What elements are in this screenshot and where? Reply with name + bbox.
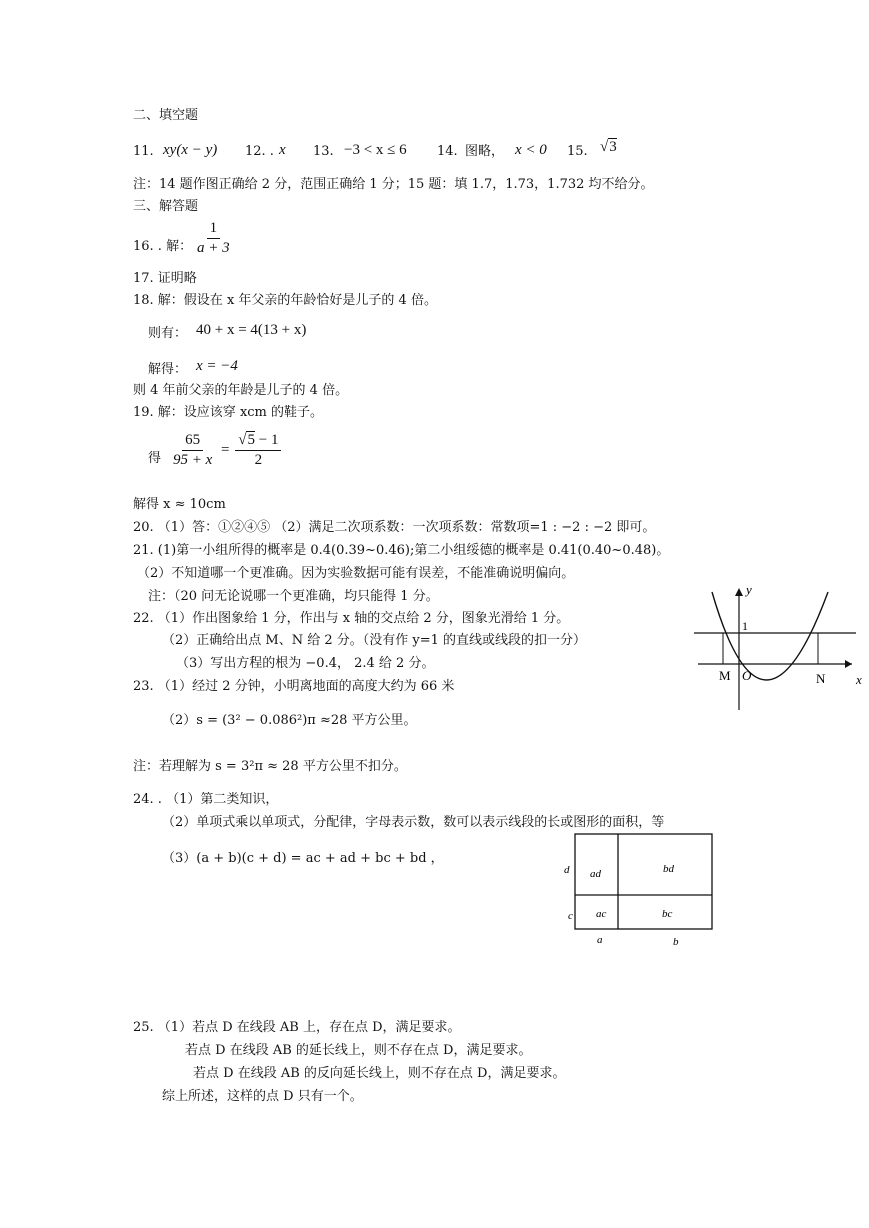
q11-answer: xy(x − y) — [163, 142, 218, 158]
parabola-curve — [712, 592, 828, 680]
one-label: 1 — [742, 619, 748, 633]
q15-label: 15. — [567, 144, 588, 159]
q13-label: 13. — [313, 144, 334, 159]
q25-line4: 综上所述，这样的点 D 只有一个。 — [162, 1089, 363, 1104]
q18-result: x = −4 — [196, 358, 238, 374]
q16-denominator: a + 3 — [197, 240, 230, 256]
q14-answer: x < 0 — [515, 142, 547, 158]
cell-bd: bd — [663, 863, 674, 875]
q19-line1: 19. 解：设应该穿 xcm 的鞋子。 — [133, 405, 324, 420]
q23-line2: （2）s = (3² − 0.086²)π ≈28 平方公里。 — [162, 713, 417, 728]
q21-line2: （2）不知道哪一个更准确。因为实验数据可能有误差，不能准确说明偏向。 — [137, 566, 575, 581]
q25-line3: 若点 D 在线段 AB 的反向延长线上，则不存在点 D，满足要求。 — [193, 1066, 566, 1081]
q21-note: 注：（20 问无论说哪一个更准确，均只能得 1 分。 — [148, 589, 439, 604]
x-axis-label: x — [856, 672, 862, 687]
q18-solve: 解得： — [148, 362, 188, 377]
q19-de: 得 — [148, 451, 162, 466]
point-m-label: M — [719, 668, 731, 683]
q16-numerator: 1 — [207, 221, 221, 239]
q15-answer: √3 — [600, 139, 617, 155]
q19-equation: $\frac{65}{95 + x}$ = $\frac{√5 - 1}{2}$ — [168, 433, 283, 468]
q11-label: 11. — [133, 144, 154, 159]
cell-ad: ad — [590, 868, 601, 880]
cell-bc: bc — [662, 908, 673, 920]
q18-conclusion: 则 4 年前父亲的年龄是儿子的 4 倍。 — [133, 383, 349, 398]
area-diagram — [560, 828, 720, 953]
q12-label: 12. . — [245, 144, 274, 159]
q15-radicand: 3 — [609, 139, 617, 155]
q22-line1: 22. （1）作出图象给 1 分，作出与 x 轴的交点给 2 分，图象光滑给 1 分。 — [133, 611, 570, 626]
parabola-graph — [688, 580, 868, 715]
q21-line1: 21. (1)第一小组所得的概率是 0.4(0.39~0.46);第二小组绥德的概率是 0.41(0.40~0.48)。 — [133, 543, 670, 558]
q18-line1: 18. 解：假设在 x 年父亲的年龄恰好是儿子的 4 倍。 — [133, 293, 437, 308]
q22-line2: （2）正确给出点 M、N 给 2 分。（没有作 y=1 的直线或线段的扣一分） — [162, 633, 587, 648]
y-axis-arrow — [735, 588, 743, 596]
q19-sqrt-radicand: 5 — [247, 432, 255, 448]
q22-line3: （3）写出方程的根为 −0.4， 2.4 给 2 分。 — [176, 656, 435, 671]
point-n-label: N — [816, 671, 826, 686]
side-c-label: c — [568, 910, 573, 922]
q19-right-denominator: 2 — [254, 452, 263, 468]
side-b-label: b — [673, 936, 679, 948]
note-q14-q15: 注：14 题作图正确给 2 分，范围正确给 1 分；15 题：填 1.7，1.73，1.732 均不给分。 — [133, 177, 654, 192]
q20-text: 20. （1）答：①②④⑤ （2）满足二次项系数：一次项系数：常数项=1 : −2 : −2 即可。 — [133, 520, 656, 535]
side-d-label: d — [564, 864, 570, 876]
q24-line2: （2）单项式乘以单项式，分配律，字母表示数，数可以表示线段的长或图形的面积，等 — [162, 815, 665, 830]
q24-line3: （3）(a + b)(c + d) = ac + ad + bc + bd ， — [162, 851, 444, 866]
q14-text: 图略， — [465, 144, 505, 159]
q16-fraction — [192, 221, 235, 256]
cell-ac: ac — [596, 908, 607, 920]
q19-result: 解得 x ≈ 10cm — [133, 497, 226, 512]
q16-label: 16. . 解： — [133, 239, 193, 254]
origin-label: O — [742, 668, 752, 683]
q12-answer: x — [279, 142, 286, 158]
q23-note: 注：若理解为 s = 3²π ≈ 28 平方公里不扣分。 — [133, 759, 407, 774]
q19-left-numerator: 65 — [182, 433, 203, 451]
q14-label: 14. — [437, 144, 458, 159]
x-axis-arrow — [845, 660, 852, 668]
q18-equation: 40 + x = 4(13 + x) — [196, 322, 307, 338]
q13-answer: −3 < x ≤ 6 — [344, 142, 407, 158]
q19-left-denominator: 95 + x — [173, 452, 213, 468]
q23-line1: 23. （1）经过 2 分钟，小明离地面的高度大约为 66 米 — [133, 679, 455, 694]
y-axis-label: y — [746, 582, 752, 597]
q17-text: 17. 证明略 — [133, 271, 197, 286]
side-a-label: a — [597, 934, 603, 946]
q24-line1: 24. . （1）第二类知识， — [133, 792, 279, 807]
q25-line2: 若点 D 在线段 AB 的延长线上，则不存在点 D，满足要求。 — [185, 1043, 532, 1058]
q19-numerator-tail: − 1 — [254, 432, 279, 448]
section-heading-fill-blank: 二、填空题 — [133, 108, 199, 123]
q25-line1: 25. （1）若点 D 在线段 AB 上，存在点 D，满足要求。 — [133, 1020, 461, 1035]
section-heading-solve: 三、解答题 — [133, 199, 199, 214]
q18-then: 则有： — [148, 326, 188, 341]
